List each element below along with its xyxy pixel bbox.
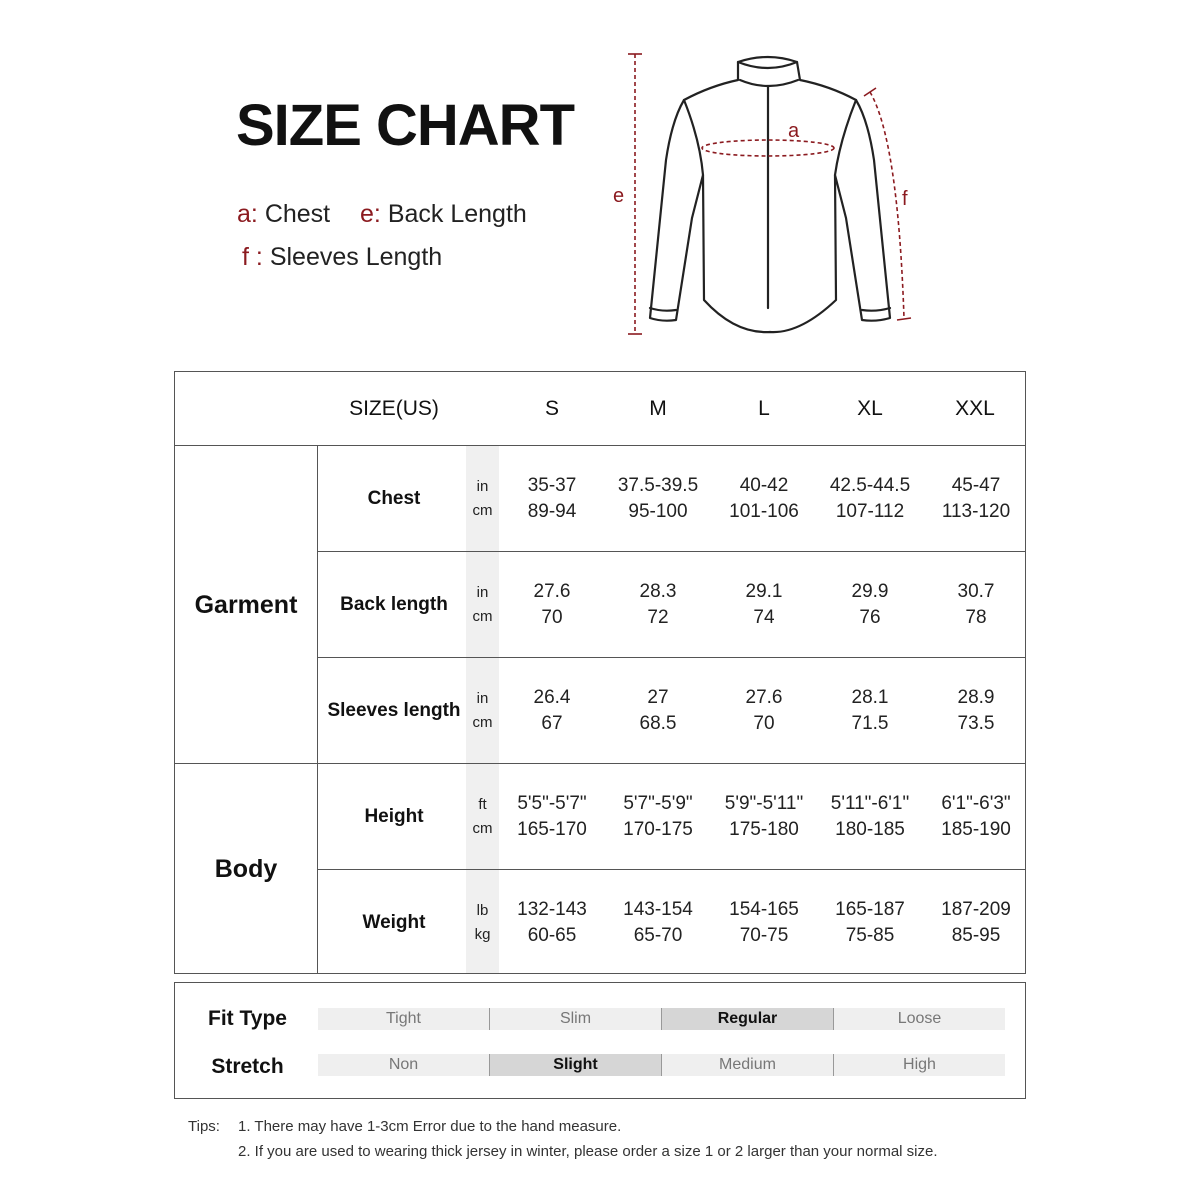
value-cell	[923, 552, 1029, 658]
value-top: 29.1	[745, 581, 783, 602]
diagram-label-a: a	[788, 120, 800, 142]
group-garment: Garment	[175, 446, 318, 764]
value-bottom: 65-70	[633, 925, 683, 946]
jersey-outline	[650, 57, 890, 332]
value-top: 5'9"-5'11"	[724, 793, 804, 814]
stretch-option-high: High	[903, 1056, 936, 1073]
jersey-collar	[738, 62, 798, 86]
stretch-option-medium: Medium	[662, 1054, 834, 1076]
header-size-l: L	[758, 397, 770, 420]
unit-label: cm	[472, 714, 493, 731]
value-cell	[499, 870, 605, 976]
value-bottom: 101-106	[729, 501, 799, 522]
value-bottom: 78	[965, 607, 987, 628]
unit-label: lb	[476, 902, 489, 919]
header-size-us: SIZE(US)	[349, 397, 439, 420]
row-units	[466, 764, 499, 870]
jersey-sleeve-seams	[684, 100, 856, 175]
value-bottom: 89-94	[527, 501, 577, 522]
fit-option-tight: Tight	[318, 1008, 490, 1030]
diagram-label-f: f	[902, 188, 908, 210]
value-bottom: 175-180	[729, 819, 799, 840]
value-bottom: 70	[753, 713, 775, 734]
value-bottom: 85-95	[951, 925, 1001, 946]
value-cell	[711, 870, 817, 976]
legend-colon: :	[373, 200, 381, 228]
row-units	[466, 446, 499, 552]
value-cell	[605, 764, 711, 870]
value-bottom: 95-100	[628, 501, 688, 522]
value-cell	[711, 446, 817, 552]
value-cell	[817, 552, 923, 658]
value-cell	[499, 764, 605, 870]
unit-label: ft	[478, 796, 487, 813]
header-size-xl: XL	[857, 397, 883, 420]
value-cell	[923, 658, 1029, 764]
value-top: 37.5-39.5	[617, 475, 699, 496]
tips-label: Tips:	[188, 1118, 220, 1135]
value-top: 143-154	[623, 899, 693, 920]
page-title: SIZE CHART	[236, 93, 574, 158]
value-top: 40-42	[739, 475, 789, 496]
value-cell	[499, 446, 605, 552]
legend-colon: :	[250, 200, 258, 228]
value-top: 5'7"-5'9"	[623, 793, 693, 814]
row-label-weight: Weight	[362, 912, 426, 933]
header-size-s: S	[544, 397, 559, 420]
value-bottom: 71.5	[851, 713, 889, 734]
fit-table	[174, 982, 1026, 1099]
value-cell	[711, 552, 817, 658]
fit-option-loose: Loose	[897, 1010, 942, 1027]
legend-text-back-length: Back Length	[387, 200, 527, 228]
value-top: 28.3	[639, 581, 677, 602]
value-cell	[605, 870, 711, 976]
legend-sleeves-length	[242, 243, 442, 272]
value-top: 35-37	[527, 475, 577, 496]
value-top: 165-187	[835, 899, 905, 920]
value-bottom: 74	[753, 607, 775, 628]
header-size-m: M	[649, 397, 667, 420]
value-top: 28.9	[957, 687, 995, 708]
value-cell	[605, 446, 711, 552]
value-bottom: 180-185	[835, 819, 905, 840]
header-size-xxl: XXL	[955, 397, 995, 420]
fit-option-regular: Regular	[662, 1008, 834, 1030]
unit-label: cm	[472, 608, 493, 625]
unit-label: cm	[472, 502, 493, 519]
value-bottom: 107-112	[835, 501, 905, 522]
value-top: 5'5"-5'7"	[517, 793, 587, 814]
group-body: Body	[175, 764, 318, 974]
row-units	[466, 870, 499, 976]
value-cell	[923, 870, 1029, 976]
value-bottom: 76	[859, 607, 881, 628]
jersey-diagram	[600, 45, 930, 345]
value-cell	[499, 658, 605, 764]
legend-key-f: f	[242, 243, 249, 271]
value-top: 42.5-44.5	[829, 475, 911, 496]
row-units	[466, 658, 499, 764]
unit-label: in	[476, 690, 489, 707]
value-top: 28.1	[851, 687, 889, 708]
unit-label: kg	[474, 926, 491, 943]
value-cell	[711, 764, 817, 870]
row-label-back-length: Back length	[340, 594, 448, 615]
value-top: 27.6	[533, 581, 571, 602]
value-top: 6'1"-6'3"	[941, 793, 1011, 814]
value-bottom: 75-85	[845, 925, 895, 946]
jersey-cuffs	[650, 308, 890, 311]
value-bottom: 70-75	[739, 925, 789, 946]
value-cell	[817, 764, 923, 870]
value-top: 26.4	[533, 687, 571, 708]
value-bottom: 73.5	[957, 713, 995, 734]
value-cell	[711, 658, 817, 764]
row-units	[466, 552, 499, 658]
table-row-sleeves-length	[318, 658, 1025, 764]
value-cell	[605, 658, 711, 764]
legend-text-sleeves-length: Sleeves Length	[269, 243, 443, 271]
legend-colon: :	[248, 243, 263, 271]
back-length-measure	[628, 54, 642, 334]
fit-type-label: Fit Type	[208, 1007, 287, 1030]
value-top: 132-143	[517, 899, 587, 920]
unit-label: in	[476, 584, 489, 601]
tip-line: 1. There may have 1-3cm Error due to the hand measure.	[238, 1118, 622, 1135]
value-bottom: 68.5	[639, 713, 677, 734]
row-label-sleeves-length: Sleeves length	[327, 700, 461, 721]
table-row-chest	[318, 446, 1025, 552]
fit-type-scale	[318, 1008, 1005, 1030]
value-top: 27.6	[745, 687, 783, 708]
legend-text-chest: Chest	[264, 200, 331, 228]
value-bottom: 72	[647, 607, 669, 628]
stretch-scale	[318, 1054, 1005, 1076]
value-bottom: 170-175	[623, 819, 693, 840]
value-top: 5'11"-6'1"	[830, 793, 910, 814]
value-cell	[923, 446, 1029, 552]
legend-back-length	[360, 200, 527, 229]
legend-key-e: e	[360, 200, 374, 228]
value-cell	[817, 870, 923, 976]
stretch-label: Stretch	[211, 1055, 284, 1078]
value-bottom: 67	[541, 713, 563, 734]
diagram-label-e: e	[613, 185, 625, 207]
value-bottom: 185-190	[941, 819, 1011, 840]
unit-label: cm	[472, 820, 493, 837]
value-bottom: 165-170	[517, 819, 587, 840]
table-row-weight	[318, 870, 1025, 976]
value-bottom: 70	[541, 607, 563, 628]
size-table	[174, 371, 1026, 974]
stretch-option-non: Non	[318, 1054, 490, 1076]
value-cell	[817, 658, 923, 764]
value-bottom: 60-65	[527, 925, 577, 946]
value-top: 29.9	[851, 581, 889, 602]
stretch-option-slight: Slight	[490, 1054, 662, 1076]
table-row-height	[318, 764, 1025, 870]
value-cell	[923, 764, 1029, 870]
tip-line: 2. If you are used to wearing thick jersey in winter, please order a size 1 or 2 larger than your normal size.	[238, 1143, 938, 1160]
fit-option-slim: Slim	[490, 1008, 662, 1030]
value-cell	[817, 446, 923, 552]
size-table-header	[175, 372, 1025, 446]
value-top: 45-47	[951, 475, 1001, 496]
table-row-back-length	[318, 552, 1025, 658]
value-cell	[499, 552, 605, 658]
legend-chest	[237, 200, 330, 229]
value-cell	[605, 552, 711, 658]
row-label-height: Height	[364, 806, 424, 827]
value-top: 154-165	[729, 899, 799, 920]
legend-key-a: a	[237, 200, 251, 228]
value-top: 30.7	[957, 581, 995, 602]
value-top: 27	[647, 687, 669, 708]
unit-label: in	[476, 478, 489, 495]
row-label-chest: Chest	[367, 488, 421, 509]
value-bottom: 113-120	[941, 501, 1011, 522]
value-top: 187-209	[941, 899, 1011, 920]
